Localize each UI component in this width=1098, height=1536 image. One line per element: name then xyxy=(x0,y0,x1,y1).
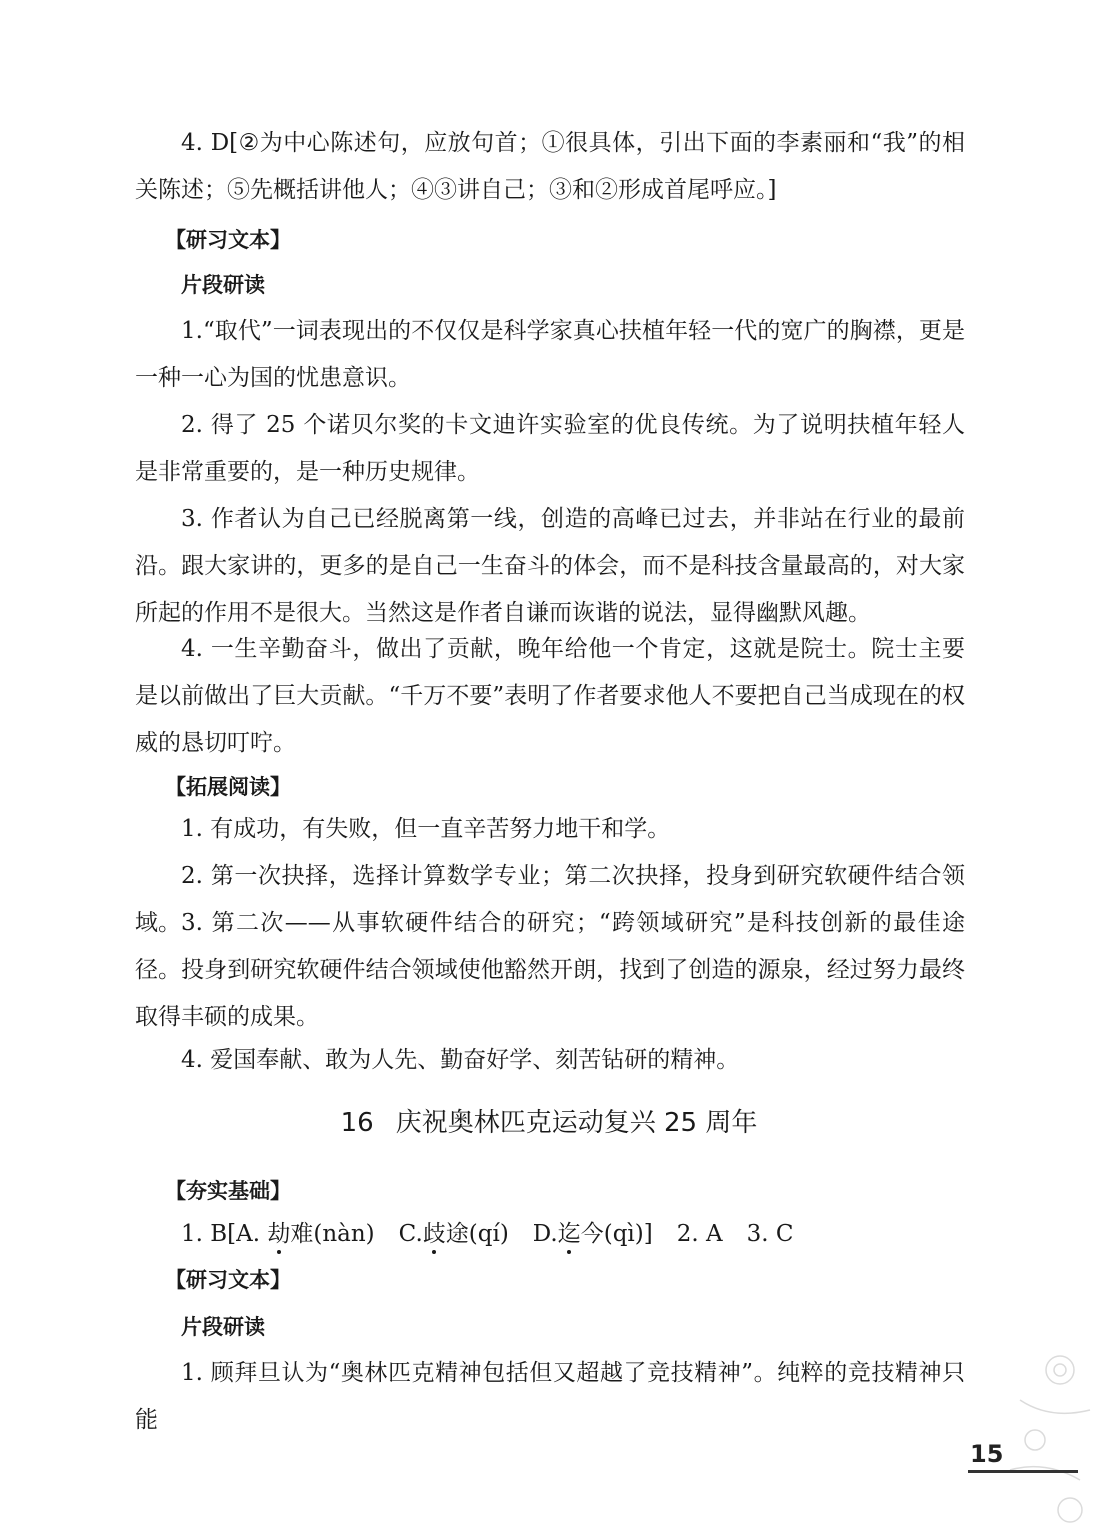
answer-1-d-prefix: D. xyxy=(532,1221,558,1247)
heading-pianduan-yandu: 片段研读 xyxy=(181,273,265,297)
section-title xyxy=(0,1106,1098,1140)
pianduan-item-2: 2. 得了 25 个诺贝尔奖的卡文迪许实验室的优良传统。为了说明扶植年轻人是非常重要的，是一种历史规律。 xyxy=(135,412,965,485)
hangshi-answers xyxy=(181,1219,793,1249)
answer-4d: 4. D[②为中心陈述句，应放句首；①很具体，引出下面的李素丽和“我”的相关陈述；⑤先概括讲他人；④③讲自己；③和②形成首尾呼应。] xyxy=(135,130,965,203)
page-number: 15 xyxy=(970,1440,1004,1468)
page-number-rule xyxy=(968,1470,1078,1473)
last-paragraph: 1. 顾拜旦认为“奥林匹克精神包括但又超越了竞技精神”。纯粹的竞技精神只能 xyxy=(135,1360,965,1433)
answer-1-c-prefix: C. xyxy=(398,1221,423,1247)
tuozhan-item-1: 1. 有成功，有失败，但一直辛苦努力地干和学。 xyxy=(181,816,671,842)
pianduan-item-4: 4. 一生辛勤奋斗，做出了贡献，晚年给他一个肯定，这就是院士。院士主要是以前做出了巨大贡献。“千万不要”表明了作者要求他人不要把自己当成现在的权威的恳切叮咛。 xyxy=(135,636,965,756)
pianduan-item-1: 1.“取代”一词表现出的不仅仅是科学家真心扶植年轻一代的宽广的胸襟，更是一种一心为国的忧患意识。 xyxy=(135,318,965,391)
tuozhan-item-2: 2. 第一次抉择，选择计算数学专业；第二次抉择，投身到研究软硬件结合领域。 xyxy=(135,863,965,936)
floral-watermark-icon xyxy=(1000,1340,1098,1536)
section-number: 16 xyxy=(340,1108,374,1138)
pianduan-item-3: 3. 作者认为自己已经脱离第一线，创造的高峰已过去，并非站在行业的最前沿。跟大家讲的，更多的是自己一生奋斗的体会，而不是科技含量最高的，对大家所起的作用不是很大。当然这是作者自谦而诙谐的说法，显得幽默风趣。 xyxy=(135,506,965,626)
heading-hangshi-jichu: 【夯实基础】 xyxy=(165,1179,291,1203)
heading-yanxi-wenben-2: 【研习文本】 xyxy=(165,1268,291,1292)
emph-char-qi2: 迄 xyxy=(557,1221,581,1247)
emph-char-qi: 歧 xyxy=(422,1221,446,1247)
heading-yanxi-wenben: 【研习文本】 xyxy=(165,228,291,252)
answer-3: 3. C xyxy=(746,1221,794,1247)
answer-1-c-rest: 途(qí) xyxy=(445,1221,509,1247)
answer-1-d-rest: 今(qì)] xyxy=(580,1221,653,1247)
tuozhan-item-3: 3. 第二次——从事软硬件结合的研究；“跨领域研究”是科技创新的最佳途径。投身到研究软硬件结合领域使他豁然开朗，找到了创造的源泉，经过努力最终取得丰硕的成果。 xyxy=(135,910,965,1030)
tuozhan-item-4: 4. 爱国奉献、敢为人先、勤奋好学、刻苦钻研的精神。 xyxy=(181,1047,740,1073)
answer-2: 2. A xyxy=(676,1221,723,1247)
emph-char-jie: 劫 xyxy=(267,1221,291,1247)
heading-pianduan-yandu-2: 片段研读 xyxy=(181,1315,265,1339)
answer-1-a-rest: 难(nàn) xyxy=(290,1221,375,1247)
heading-tuozhan-yuedu: 【拓展阅读】 xyxy=(165,775,291,799)
section-title-text: 庆祝奥林匹克运动复兴 25 周年 xyxy=(395,1108,758,1138)
answer-1-prefix: 1. B[A. xyxy=(181,1221,268,1247)
